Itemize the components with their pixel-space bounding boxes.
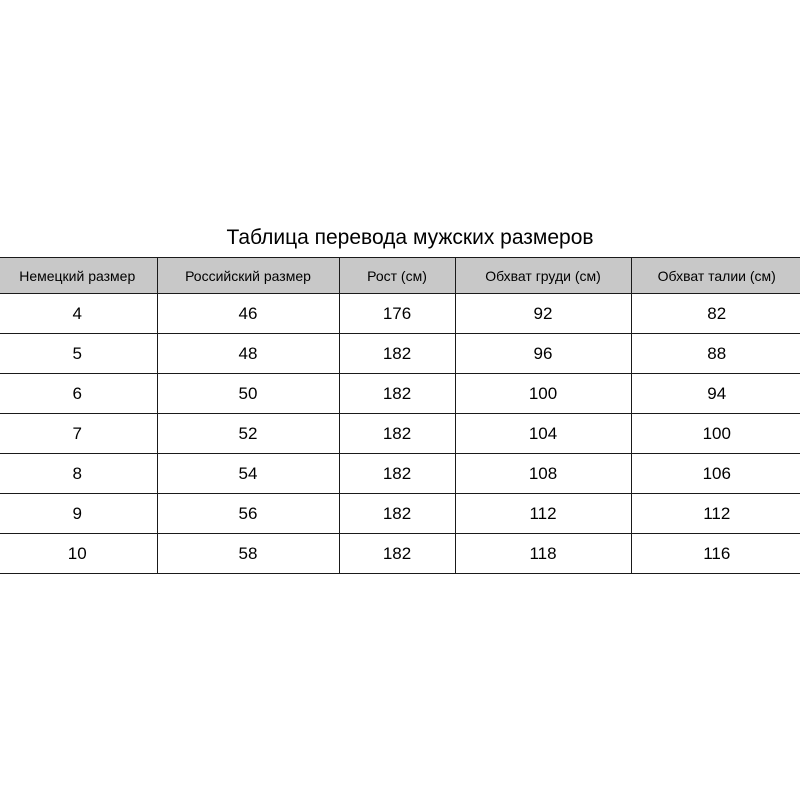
cell-russian-size: 58 — [157, 534, 339, 574]
cell-german-size: 10 — [0, 534, 157, 574]
cell-russian-size: 50 — [157, 374, 339, 414]
cell-height: 182 — [339, 374, 455, 414]
size-conversion-table — [0, 257, 800, 574]
table-row — [0, 374, 800, 414]
cell-waist: 106 — [631, 454, 800, 494]
cell-height: 182 — [339, 334, 455, 374]
cell-german-size: 7 — [0, 414, 157, 454]
table-row — [0, 454, 800, 494]
header-waist: Обхват талии (см) — [631, 258, 800, 294]
cell-russian-size: 56 — [157, 494, 339, 534]
header-height: Рост (см) — [339, 258, 455, 294]
cell-russian-size: 48 — [157, 334, 339, 374]
cell-height: 182 — [339, 494, 455, 534]
cell-chest: 100 — [455, 374, 631, 414]
page-title: Таблица перевода мужских размеров — [226, 226, 594, 249]
cell-waist: 116 — [631, 534, 800, 574]
table-row — [0, 534, 800, 574]
cell-height: 182 — [339, 454, 455, 494]
cell-waist: 112 — [631, 494, 800, 534]
table-row — [0, 494, 800, 534]
cell-german-size: 9 — [0, 494, 157, 534]
cell-chest: 92 — [455, 294, 631, 334]
header-russian-size: Российский размер — [157, 258, 339, 294]
cell-german-size: 5 — [0, 334, 157, 374]
table-row — [0, 414, 800, 454]
cell-waist: 88 — [631, 334, 800, 374]
cell-waist: 100 — [631, 414, 800, 454]
cell-height: 176 — [339, 294, 455, 334]
cell-russian-size: 46 — [157, 294, 339, 334]
cell-german-size: 4 — [0, 294, 157, 334]
cell-german-size: 6 — [0, 374, 157, 414]
cell-russian-size: 54 — [157, 454, 339, 494]
cell-chest: 96 — [455, 334, 631, 374]
cell-chest: 112 — [455, 494, 631, 534]
cell-russian-size: 52 — [157, 414, 339, 454]
header-chest: Обхват груди (см) — [455, 258, 631, 294]
table-row — [0, 334, 800, 374]
table-header-row — [0, 258, 800, 294]
header-german-size: Немецкий размер — [0, 258, 157, 294]
cell-chest: 108 — [455, 454, 631, 494]
cell-height: 182 — [339, 534, 455, 574]
cell-chest: 104 — [455, 414, 631, 454]
cell-german-size: 8 — [0, 454, 157, 494]
table-row — [0, 294, 800, 334]
cell-height: 182 — [339, 414, 455, 454]
cell-chest: 118 — [455, 534, 631, 574]
cell-waist: 82 — [631, 294, 800, 334]
cell-waist: 94 — [631, 374, 800, 414]
